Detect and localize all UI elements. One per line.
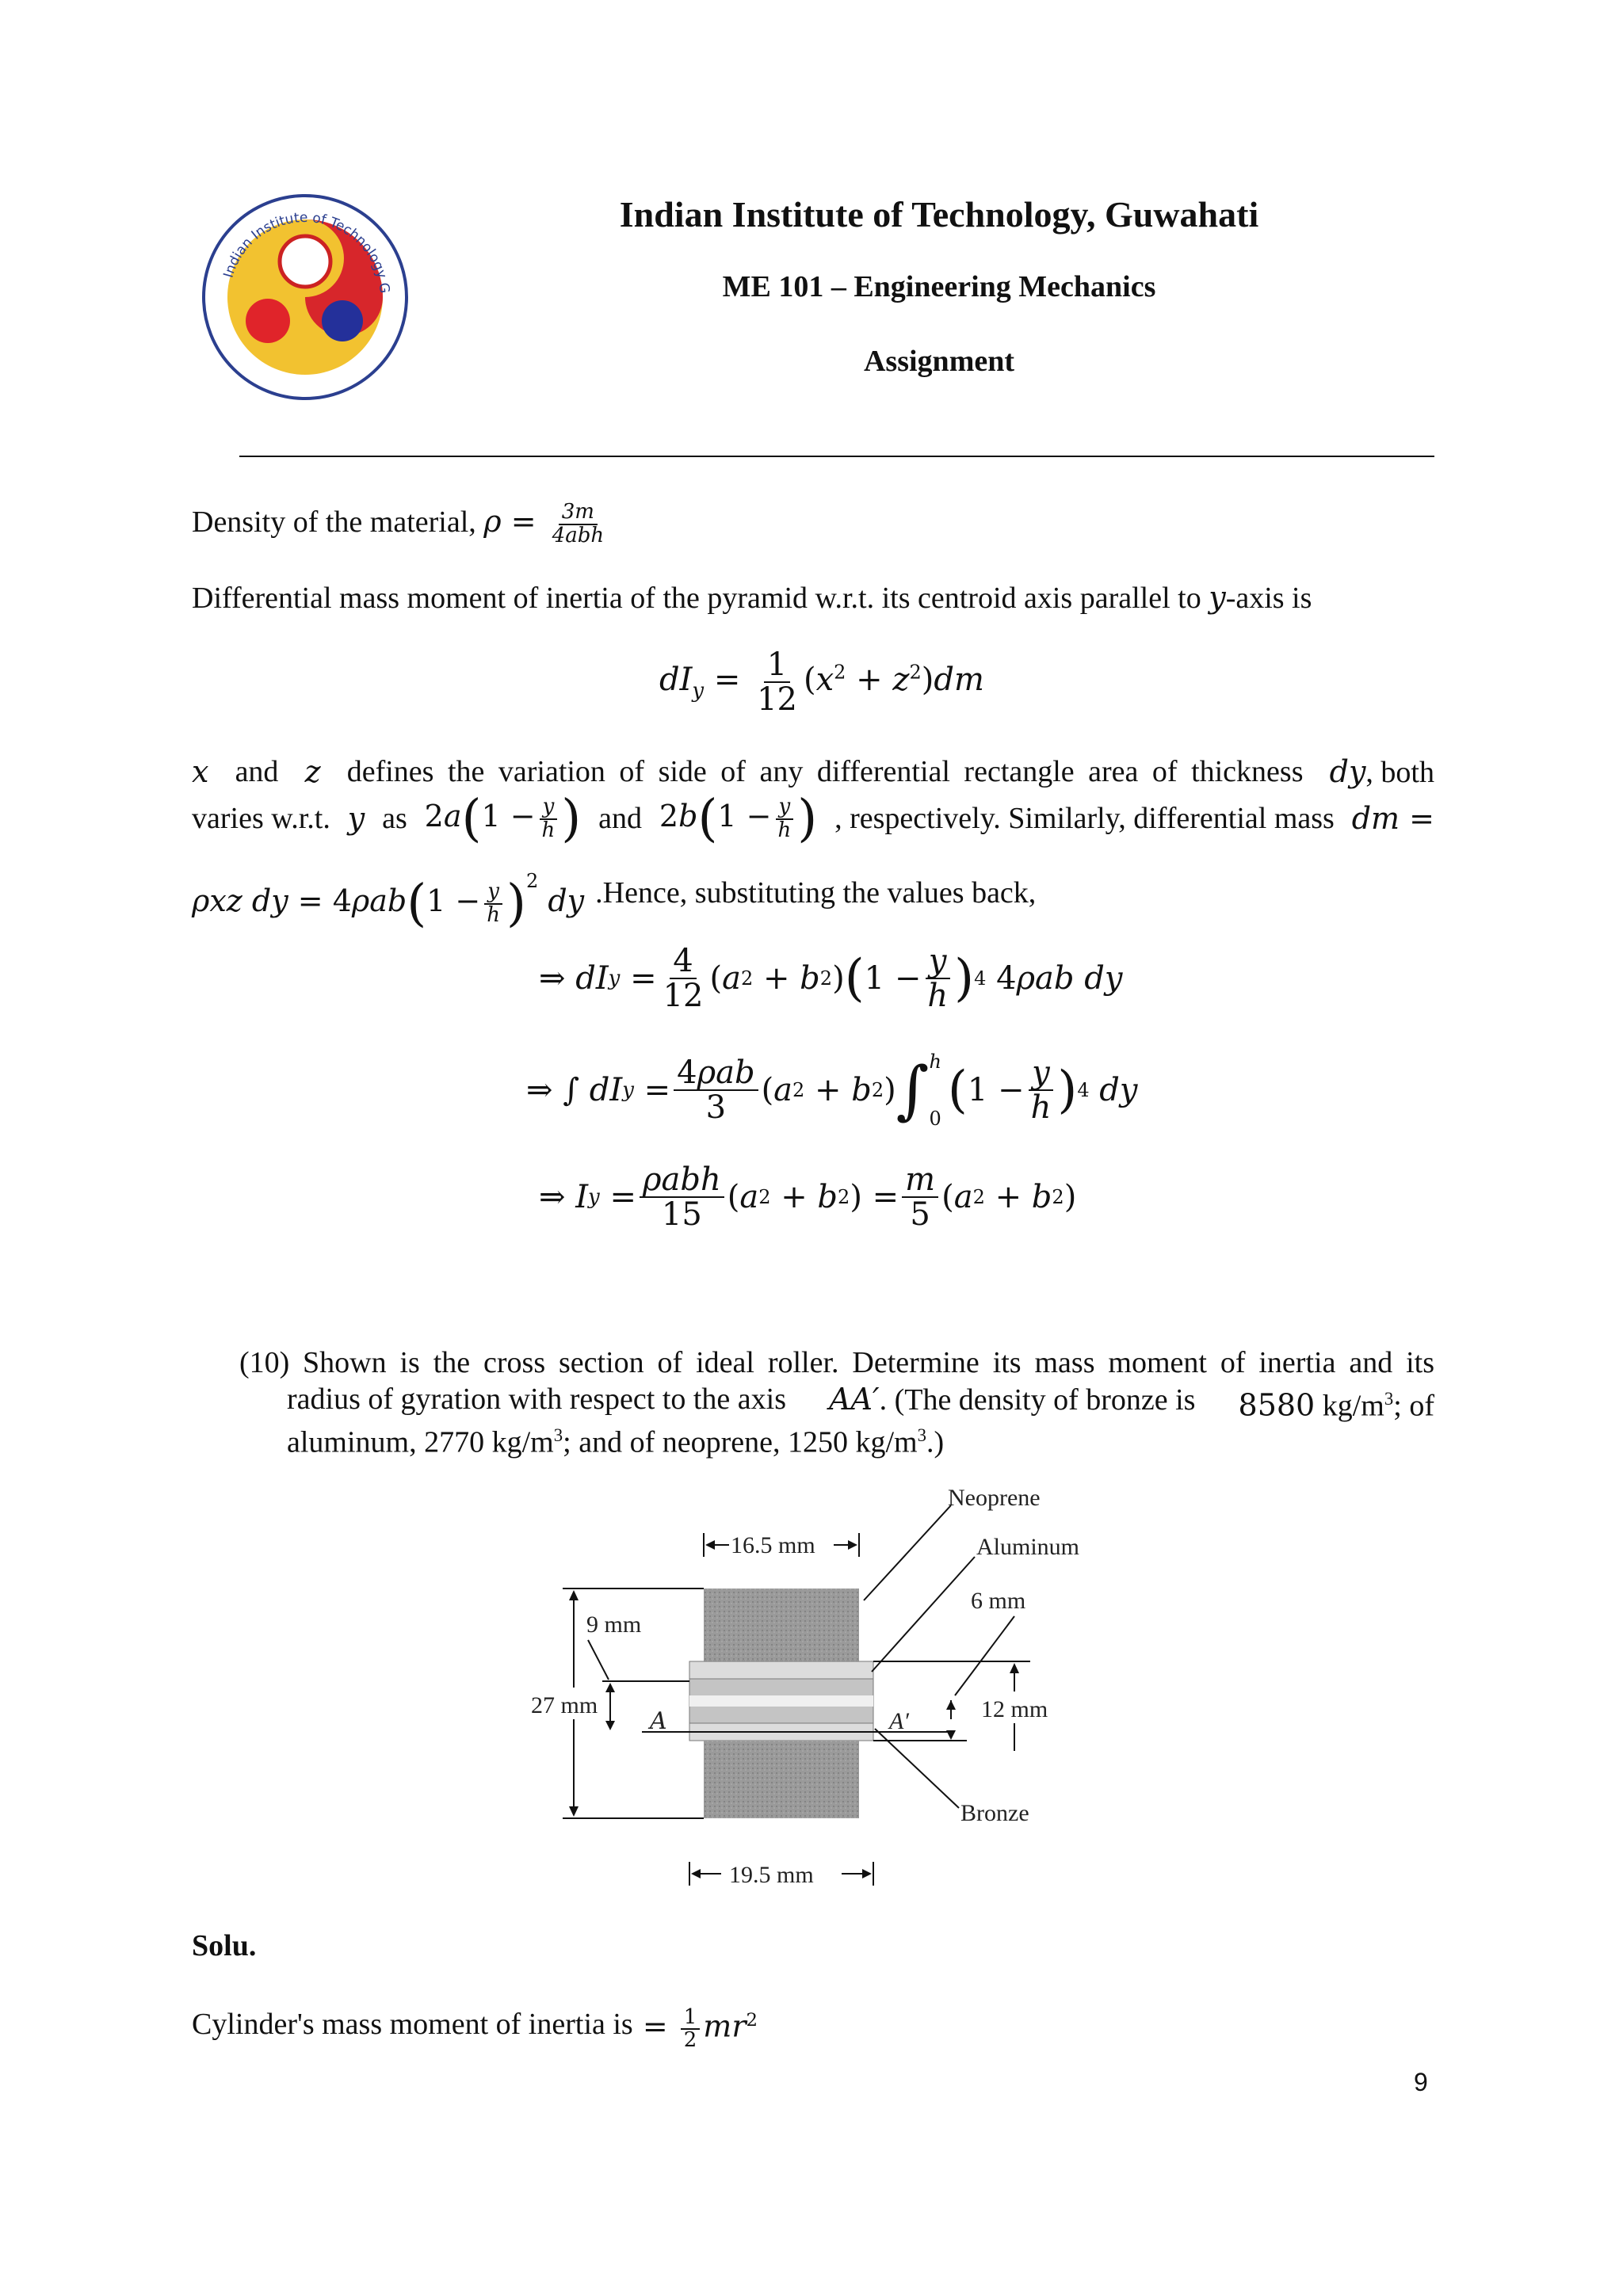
course-title: ME 101 – Engineering Mechanics [722, 270, 1156, 303]
density-label: Density of the material, [192, 505, 476, 539]
density-formula: ρ = $\frac{3m}{\text{4abh}}$ [483, 500, 605, 547]
institute-logo [198, 190, 412, 404]
label-A: A [650, 1707, 667, 1735]
label-aluminum: Aluminum [976, 1534, 1080, 1560]
neoprene-upper [704, 1589, 859, 1661]
equation-diy: $dI_y$ = $\frac{1}{12}$ $(x^2 + z^2)dm$ [659, 646, 984, 718]
dim-9: 9 mm [586, 1611, 642, 1638]
paragraph-line-1: x and z defines the variation of side of any differential rectangle area of thickness dy, both [192, 754, 1434, 789]
problem-line-3: aluminum, 2770 $kg/m^3$; and of neoprene, 1250 $kg/m^3$.) [287, 1425, 945, 1459]
dim-19-5: 19.5 mm [729, 1862, 814, 1888]
page-number: 9 [1414, 2068, 1428, 2096]
roller-cross-section-figure [523, 1482, 1125, 1909]
dim-16-5: 16.5 mm [731, 1532, 815, 1558]
document-type: Assignment [863, 345, 1015, 378]
problem-line-1: Shown is the cross section of ideal roller. Determine its mass moment of inertia and its [303, 1346, 1434, 1379]
dim-12: 12 mm [981, 1696, 1048, 1722]
cylinder-line: Cylinder's mass moment of inertia is = $\frac{1}{2}$ $mr^2$ [192, 2004, 758, 2053]
problem-line-2: radius of gyration with respect to the axis AA′. (The density of bronze is 8580 $kg/m^3$; of [287, 1382, 1434, 1423]
label-A-prime: A′ [889, 1708, 909, 1734]
paragraph-line-2: varies w.r.t. y as 2a(1 − $\frac{y}{h}$ ) and 2b(1 − $\frac{y}{h}$ ) , respectively. Similarly, differential mass dm = [192, 789, 1434, 849]
axis-suffix: -axis is [1225, 582, 1312, 615]
aluminum-layer-upper [689, 1661, 873, 1679]
logo-ring-text: Indian Institute of Technology G [220, 209, 393, 295]
problem-number: (10) [239, 1346, 290, 1379]
dim-27: 27 mm [531, 1692, 598, 1718]
differential-text: Differential mass moment of inertia of the pyramid w.r.t. its centroid axis parallel to [192, 582, 1201, 615]
neoprene-lower [704, 1741, 859, 1818]
differential-line: Differential mass moment of inertia of the pyramid w.r.t. its centroid axis parallel to y-axis is [192, 580, 1312, 615]
density-line [192, 498, 610, 547]
dim-6: 6 mm [971, 1588, 1026, 1614]
institute-title: Indian Institute of Technology, Guwahati [619, 194, 1259, 235]
paragraph-line-3: ρxz dy = 4ρab(1 − $\frac{y}{h}$ )$^2$ dy .Hence, substituting the values back, [192, 870, 1037, 933]
equation-iy-result: ⇒ I y = $\frac{\text{ρabh}}{15}$ ( a 2 + b 2 ) = $\frac{m}{5}$ ( a 2 + b 2 ) [539, 1161, 1077, 1233]
header-divider [239, 456, 1434, 457]
equation-integral: ⇒ ∫ dI y = $\frac{\text{4ρab}}{3}$ ( a 2 + b 2 ) ∫ h 0 ( 1 − $\frac{y}{h}$ ) 4 dy [526, 1051, 1138, 1130]
equation-diy-expanded: ⇒ dI y = $\frac{4}{12}$ ( a 2 + b 2 ) ( 1 − $\frac{y}{h}$ ) 4 4 ρab dy [539, 943, 1123, 1014]
label-neoprene: Neoprene [948, 1485, 1041, 1511]
label-bronze: Bronze [960, 1800, 1029, 1826]
solution-label: Solu. [192, 1929, 257, 1962]
